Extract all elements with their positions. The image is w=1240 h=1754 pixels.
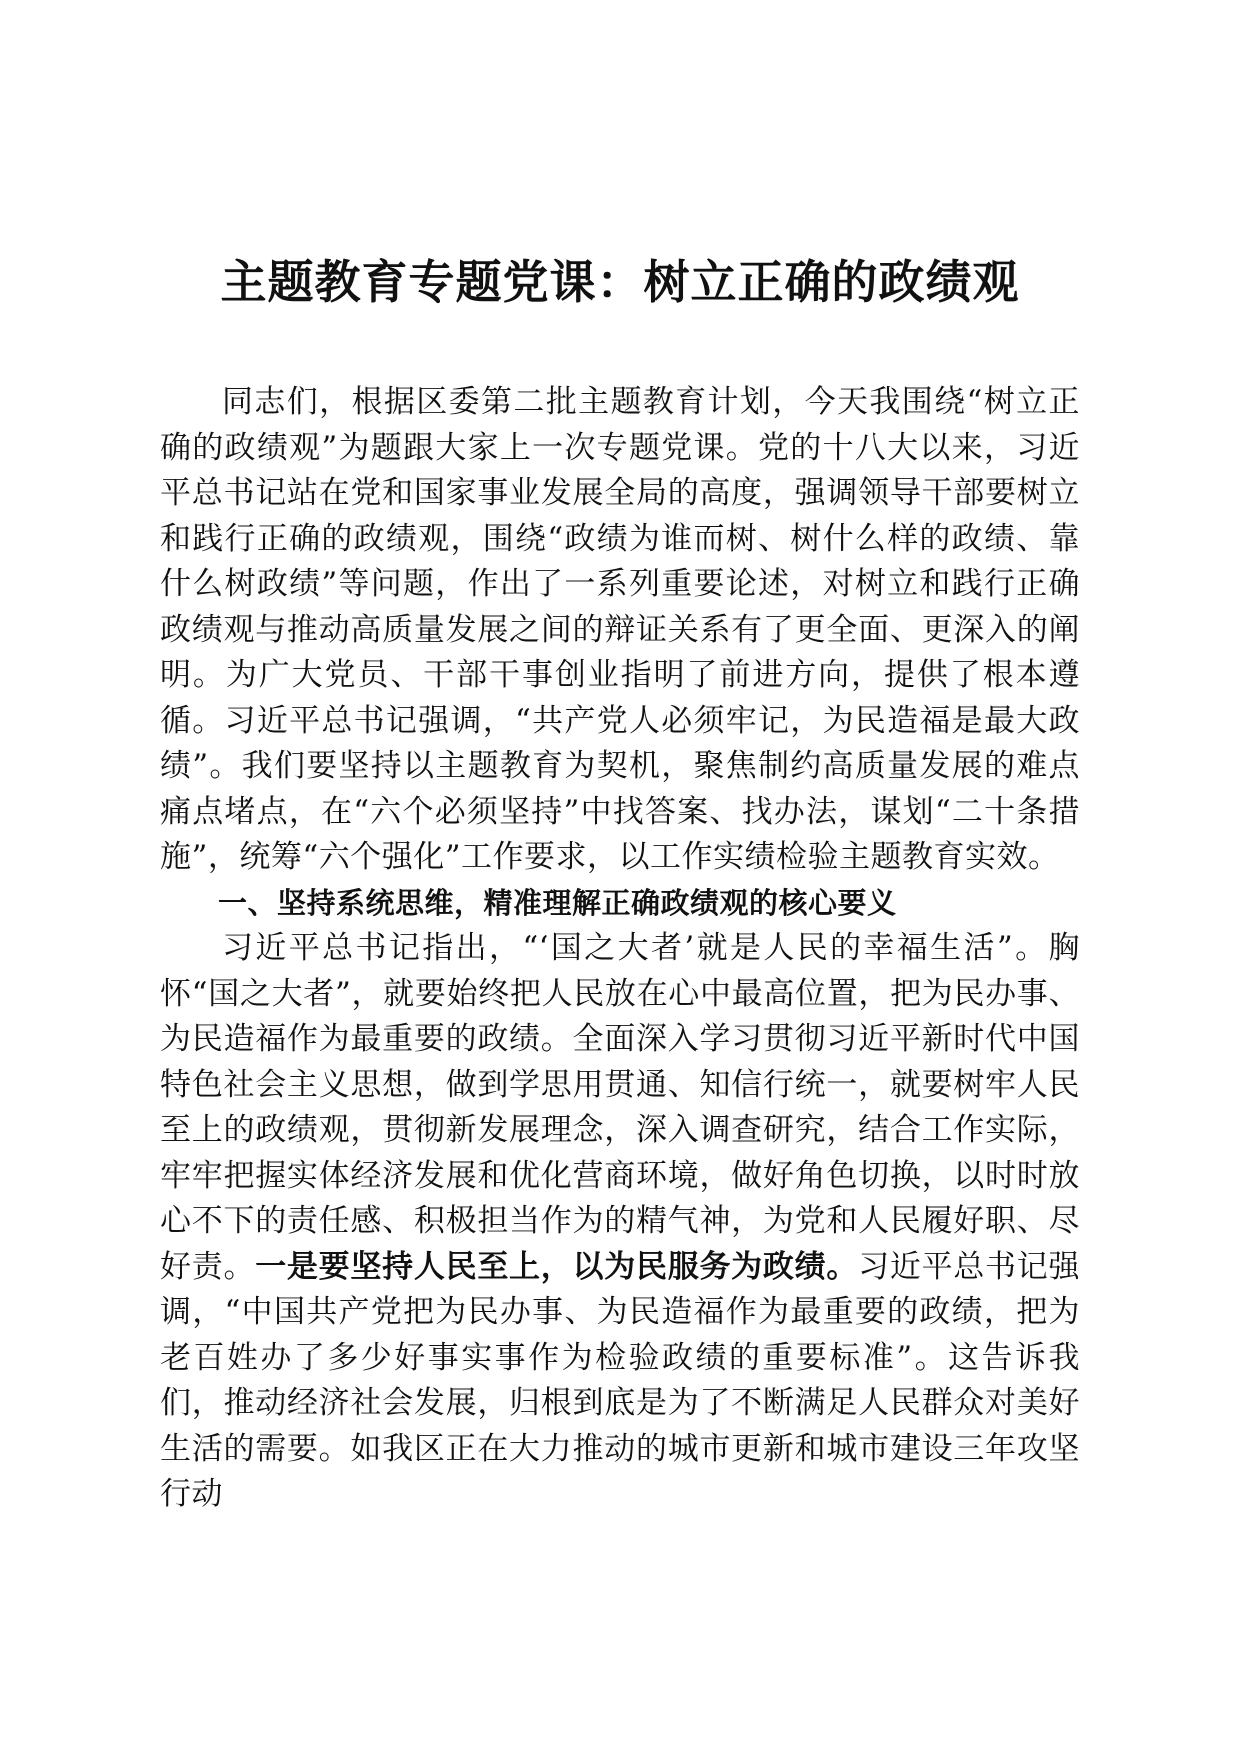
document-title: 主题教育专题党课：树立正确的政绩观 [220,255,1020,309]
section-paragraph-bold-point: 一是要坚持人民至上，以为民服务为政绩。 [255,1248,859,1285]
document-body [160,380,1080,1518]
section-paragraph [160,926,1080,1518]
intro-paragraph: 同志们，根据区委第二批主题教育计划，今天我围绕“树立正确的政绩观”为题跟大家上一次专题党课。党的十八大以来，习近平总书记站在党和国家事业发展全局的高度，强调领导干部要树立和践行正确的政绩观，围绕“政绩为谁而树、树什么样的政绩、靠什么树政绩”等问题，作出了一系列重要论述，对树立和践行正确政绩观与推动高质量发展之间的辩证关系有了更全面、更深入的阐明。为广大党员、干部干事创业指明了前进方向，提供了根本遵循。习近平总书记强调，“共产党人必须牢记，为民造福是最大政绩”。我们要坚持以主题教育为契机，聚焦制约高质量发展的难点痛点堵点，在“六个必须坚持”中找答案、找办法，谋划“二十条措施”，统筹“六个强化”工作要求，以工作实绩检验主题教育实效。 [160,384,1080,875]
section-heading: 一、坚持系统思维，精准理解正确政绩观的核心要义 [218,885,897,920]
section-paragraph-text-2: 习近平总书记强调，“中国共产党把为民办事、为民造福作为最重要的政绩，把为老百姓办了多少好事实事作为检验政绩的重要标准”。这告诉我们，推动经济社会发展，归根到底是为了不断满足人民群众对美好生活的需要。如我区正在大力推动的城市更新和城市建设三年攻坚行动 [160,1248,1081,1512]
section-paragraph-text-1: 习近平总书记指出，“‘国之大者’就是人民的幸福生活”。胸怀“国之大者”，就要始终把人民放在心中最高位置，把为民办事、为民造福作为最重要的政绩。全面深入学习贯彻习近平新时代中国特色社会主义思想，做到学思用贯通、知信行统一，就要树牢人民至上的政绩观，贯彻新发展理念，深入调查研究，结合工作实际，牢牢把握实体经济发展和优化营商环境，做好角色切换，以时时放心不下的责任感、积极担当作为的精气神，为党和人民履好职、尽好责。 [160,930,1080,1285]
